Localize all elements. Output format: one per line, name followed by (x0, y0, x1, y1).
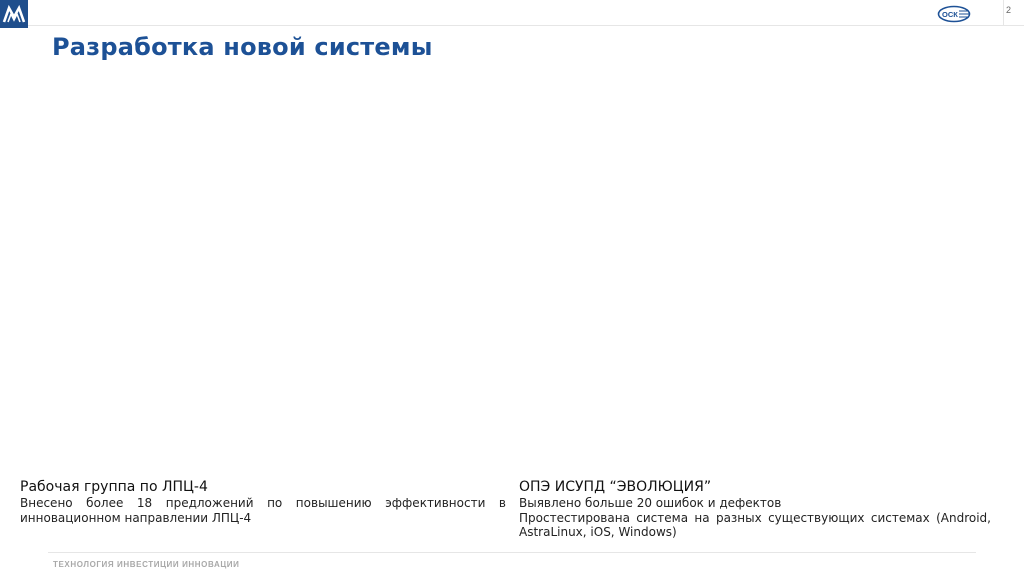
osk-logo-text: ОСК (942, 10, 958, 19)
right-text-block (519, 478, 991, 540)
footer-divider (48, 552, 976, 553)
header-vertical-divider (1003, 0, 1004, 26)
header-divider (28, 25, 1024, 26)
page-number: 2 (1006, 5, 1012, 15)
footer-tagline: ТЕХНОЛОГИЯ ИНВЕСТИЦИИ ИННОВАЦИИ (53, 560, 240, 569)
left-block-line: Внесено более 18 предложений по повышению эффективности в инновационном направлении ЛПЦ-4 (20, 496, 506, 525)
mmk-logo-icon (0, 0, 28, 28)
left-block-heading: Рабочая группа по ЛПЦ-4 (20, 479, 208, 495)
left-text-block (20, 478, 506, 525)
left-block-text (20, 496, 506, 525)
page-title: Разработка новой системы (52, 33, 433, 61)
right-block-text (519, 496, 991, 540)
right-block-heading: ОПЭ ИСУПД “ЭВОЛЮЦИЯ” (519, 479, 712, 495)
right-block-line: Выявлено больше 20 ошибок и дефектов (519, 496, 782, 510)
right-block-line: Простестирована система на разных существующих системах (Android, AstraLinux, iOS, Windows) (519, 510, 991, 539)
osk-logo-icon (937, 5, 971, 23)
